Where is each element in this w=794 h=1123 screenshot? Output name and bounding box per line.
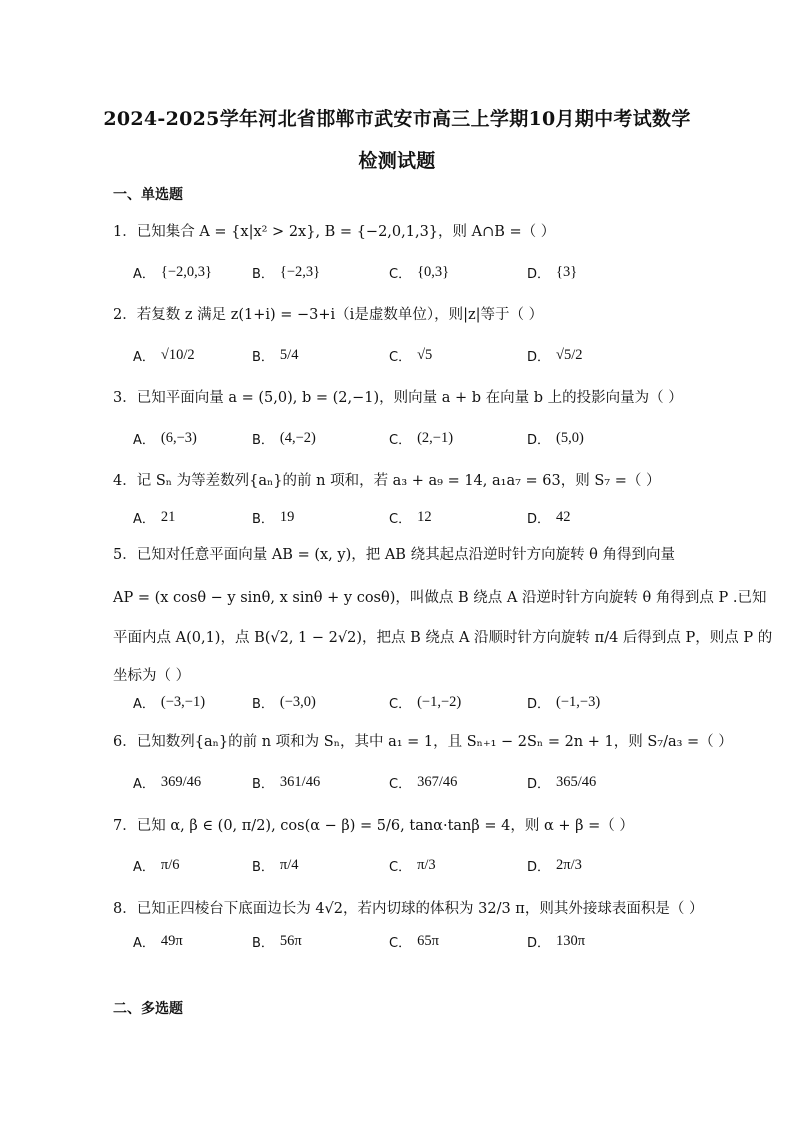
option-c[interactable] [389,497,432,537]
option-value: (4,−2) [279,429,316,446]
question-5-line-3: 平面内点 A(0,1)，点 B(√2, 1 − 2√2)，把点 B 绕点 A 沿顺时针方向旋转 π/4 后得到点 P，则点 P 的 [113,630,773,646]
question-5-options [133,682,693,722]
option-label: C． [389,511,412,527]
option-label: C． [389,266,412,282]
option-value: 42 [556,508,571,525]
option-label: A． [133,266,155,282]
option-value: √5 [417,346,433,363]
option-value: 56π [279,932,302,949]
option-label: B． [252,349,274,365]
option-value: (6,−3) [160,429,197,446]
option-label: A． [133,859,155,875]
option-value: (−1,−2) [417,693,462,710]
title-line-1: 2024-2025学年河北省邯郸市武安市高三上学期10月期中考试数学 [103,108,691,130]
question-4: 4．记 Sₙ 为等差数列{aₙ}的前 n 项和，若 a₃ + a₉ = 14, a₁a₇ = 63，则 S₇ =（ ） [113,473,661,489]
option-label: B． [252,266,274,282]
option-value: {−2,3} [279,263,321,280]
option-label: D． [527,859,551,875]
option-value: √10/2 [160,346,195,363]
option-b[interactable] [252,497,294,537]
option-value: 369/46 [160,773,202,790]
option-value: (2,−1) [417,429,454,446]
option-label: D． [527,511,551,527]
option-value: π/3 [417,856,436,873]
section-single-choice: 一、单选题 [113,187,183,203]
question-3: 3．已知平面向量 a = (5,0), b = (2,−1)，则向量 a + b 在向量 b 上的投影向量为（ ） [113,390,683,406]
section-multiple-choice: 二、多选题 [113,1001,183,1017]
option-a[interactable] [133,682,205,722]
option-b[interactable] [252,418,316,458]
option-value: 49π [160,932,183,949]
question-2-options [133,335,693,375]
question-1-options [133,252,693,292]
option-label: A． [133,935,155,951]
option-label: B． [252,935,274,951]
option-value: 361/46 [279,773,321,790]
option-value: 65π [417,932,439,949]
question-6: 6．已知数列{aₙ}的前 n 项和为 Sₙ，其中 a₁ = 1，且 Sₙ₊₁ − 2Sₙ = 2n + 1，则 S₇/a₃ =（ ） [113,734,733,750]
option-b[interactable] [252,921,302,961]
option-d[interactable] [527,682,600,722]
option-a[interactable] [133,762,201,802]
question-7: 7．已知 α, β ∈ (0, π/2), cos(α − β) = 5/6, tanα·tanβ = 4，则 α + β =（ ） [113,818,634,834]
option-d[interactable] [527,252,577,292]
option-c[interactable] [389,335,432,375]
option-label: A． [133,349,155,365]
option-value: (−3,−1) [160,693,206,710]
option-label: B． [252,432,274,448]
option-b[interactable] [252,845,299,885]
option-value: (5,0) [556,429,584,446]
option-label: B． [252,696,274,712]
option-label: D． [527,432,551,448]
option-value: {0,3} [417,263,450,280]
option-value: {3} [556,263,578,280]
option-d[interactable] [527,762,596,802]
question-5-line-4: 坐标为（ ） [113,668,191,684]
option-value: π/6 [160,856,180,873]
option-value: π/4 [279,856,299,873]
option-label: A． [133,776,155,792]
question-4-options [133,497,693,537]
question-8-options [133,921,693,961]
option-label: C． [389,432,412,448]
option-value: 19 [279,508,295,525]
option-label: C． [389,935,412,951]
option-a[interactable] [133,252,212,292]
question-5-line-1: 5．已知对任意平面向量 AB = (x, y)，把 AB 绕其起点沿逆时针方向旋转 θ 角得到向量 [113,547,676,563]
option-d[interactable] [527,845,582,885]
option-c[interactable] [389,418,453,458]
question-5-line-2: AP = (x cosθ − y sinθ, x sinθ + y cosθ)，叫做点 B 绕点 A 沿逆时针方向旋转 θ 角得到点 P .已知 [113,590,767,606]
option-a[interactable] [133,845,180,885]
option-label: B． [252,511,274,527]
option-label: D． [527,266,551,282]
option-a[interactable] [133,418,197,458]
option-label: B． [252,776,274,792]
question-8: 8．已知正四棱台下底面边长为 4√2，若内切球的体积为 32/3 π，则其外接球表面积是（ ） [113,901,704,917]
option-value: 2π/3 [556,856,582,873]
option-b[interactable] [252,762,320,802]
option-label: A． [133,511,155,527]
option-value: {−2,0,3} [160,263,213,280]
option-a[interactable] [133,497,175,537]
option-b[interactable] [252,335,298,375]
question-2: 2．若复数 z 满足 z(1+i) = −3+i（i是虚数单位），则|z|等于（ ） [113,307,544,323]
option-label: C． [389,776,412,792]
option-a[interactable] [133,921,183,961]
option-label: C． [389,696,412,712]
option-value: (−1,−3) [556,693,601,710]
option-label: B． [252,859,274,875]
option-d[interactable] [527,335,583,375]
option-value: 12 [417,508,432,525]
option-value: 365/46 [556,773,597,790]
option-b[interactable] [252,682,316,722]
option-label: D． [527,349,551,365]
option-d[interactable] [527,921,585,961]
option-label: D． [527,696,551,712]
option-value: 5/4 [279,346,299,363]
option-c[interactable] [389,921,439,961]
option-label: C． [389,859,412,875]
option-c[interactable] [389,762,457,802]
option-value: √5/2 [556,346,583,363]
option-label: C． [389,349,412,365]
option-label: D． [527,935,551,951]
option-value: 130π [556,932,586,949]
option-c[interactable] [389,845,436,885]
option-c[interactable] [389,252,449,292]
option-label: A． [133,432,155,448]
question-6-options [133,762,693,802]
question-1: 1．已知集合 A = {x|x² > 2x}, B = {−2,0,1,3}，则 A∩B =（ ） [113,224,556,240]
option-label: D． [527,776,551,792]
option-b[interactable] [252,252,320,292]
option-d[interactable] [527,497,571,537]
option-value: (−3,0) [279,693,316,710]
option-d[interactable] [527,418,584,458]
option-value: 21 [160,508,176,525]
option-c[interactable] [389,682,461,722]
option-a[interactable] [133,335,195,375]
question-7-options [133,845,693,885]
title-line-2: 检测试题 [358,150,436,172]
question-3-options [133,418,693,458]
option-value: 367/46 [417,773,458,790]
option-label: A． [133,696,155,712]
